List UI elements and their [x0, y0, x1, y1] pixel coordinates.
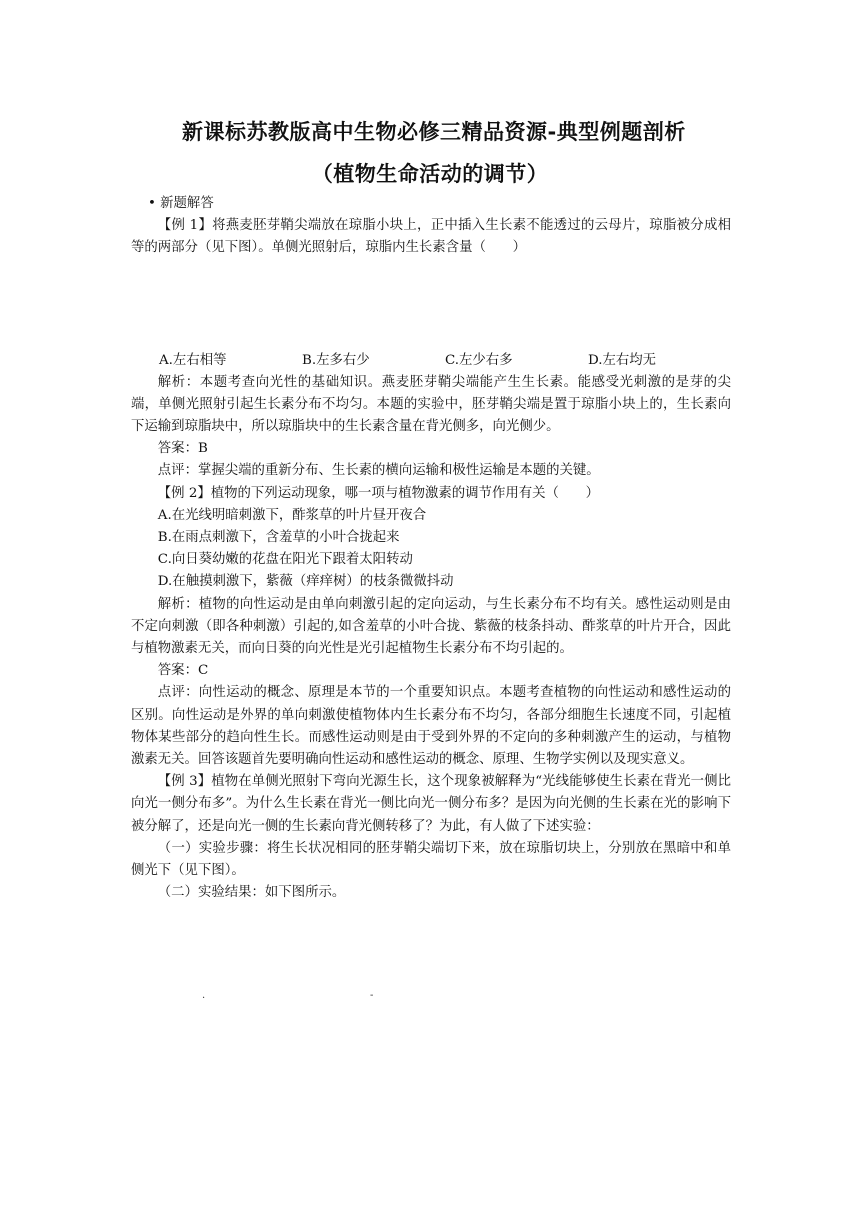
- example-2-option-c: C.向日葵幼嫩的花盘在阳光下跟着太阳转动: [157, 552, 413, 568]
- example-2-option-d: D.在触摸刺激下，紫薇（痒痒树）的枝条微微抖动: [157, 574, 454, 590]
- example-2-analysis: 解析：植物的向性运动是由单向刺激引起的定向运动，与生长素分布不均有关。感性运动则是由不定向刺激（即各种刺激）引起的,如含羞草的小叶合拢、紫薇的枝条抖动、酢浆草的叶片开合，因此与植物激素无关，而向日葵的向光性是光引起植物生长素分布不均引起的。: [131, 596, 731, 657]
- example-1-options: [131, 350, 731, 372]
- example-3-step-2: （二）实验结果：如下图所示。: [157, 885, 346, 901]
- example-3-step-1: （一）实验步骤：将生长状况相同的胚芽鞘尖端切下来，放在琼脂切块上，分别放在黑暗中和单侧光下（见下图）。: [131, 840, 731, 879]
- option-c: C.左少右多: [445, 352, 513, 368]
- example-1-stem: 【例 1】将燕麦胚芽鞘尖端放在琼脂小块上，正中插入生长素不能透过的云母片，琼脂被分成相等的两部分（见下图）。单侧光照射后，琼脂内生长素含量（ ）: [131, 218, 731, 256]
- section-heading-text: 新题解答: [160, 196, 214, 211]
- example-2-stem: 【例 2】植物的下列运动现象，哪一项与植物激素的调节作用有关（ ）: [157, 485, 600, 501]
- example-2-answer: 答案：C: [157, 663, 209, 679]
- example-1-comment: 点评：掌握尖端的重新分布、生长素的横向运输和极性运输是本题的关键。: [157, 463, 600, 479]
- example-2-option-b: B.在雨点刺激下，含羞草的小叶合拢起来: [157, 530, 400, 546]
- example-2-option-a: A.在光线明暗刺激下，酢浆草的叶片昼开夜合: [157, 507, 427, 523]
- option-a: A.左右相等: [159, 352, 227, 368]
- option-b: B.左多右少: [302, 352, 370, 368]
- document-subtitle: （植物生命活动的调节）: [311, 162, 549, 186]
- section-heading: • 新题解答: [148, 196, 214, 211]
- example-3-stem: 【例 3】植物在单侧光照射下弯向光源生长，这个现象被解释为“光线能够使生长素在背光一侧比向光一侧分布多”。为什么生长素在背光一侧比向光一侧分布多？是因为向光侧的生长素在光的影响下被分解了，还是向光一侧的生长素向背光侧转移了？为此，有人做了下述实验：: [131, 774, 731, 834]
- example-1-answer: 答案：B: [157, 441, 208, 457]
- figure-fragment-mark: .: [202, 990, 206, 1001]
- option-d: D.左右均无: [588, 352, 657, 368]
- document-title: 新课标苏教版高中生物必修三精品资源-典型例题剖析: [182, 120, 686, 144]
- example-2-comment: 点评：向性运动的概念、原理是本节的一个重要知识点。本题考查植物的向性运动和感性运动的区别。向性运动是外界的单向刺激使植物体内生长素分布不均匀，各部分细胞生长速度不同，引起植物体某些部分的趋向性生长。而感性运动则是由于受到外界的不定向的多种刺激产生的运动，与植物激素无关。回答该题首先要明确向性运动和感性运动的概念、原理、生物学实例以及现实意义。: [131, 685, 731, 768]
- document-body: [131, 193, 731, 904]
- example-1-analysis: 解析：本题考查向光性的基础知识。燕麦胚芽鞘尖端能产生生长素。能感受光刺激的是芽的尖端，单侧光照射引起生长素分布不均匀。本题的实验中，胚芽鞘尖端是置于琼脂小块上的，生长素向下运输到琼脂块中，所以琼脂块中的生长素含量在背光侧多，向光侧少。: [131, 374, 731, 435]
- figure-fragment-mark: -: [370, 990, 374, 1001]
